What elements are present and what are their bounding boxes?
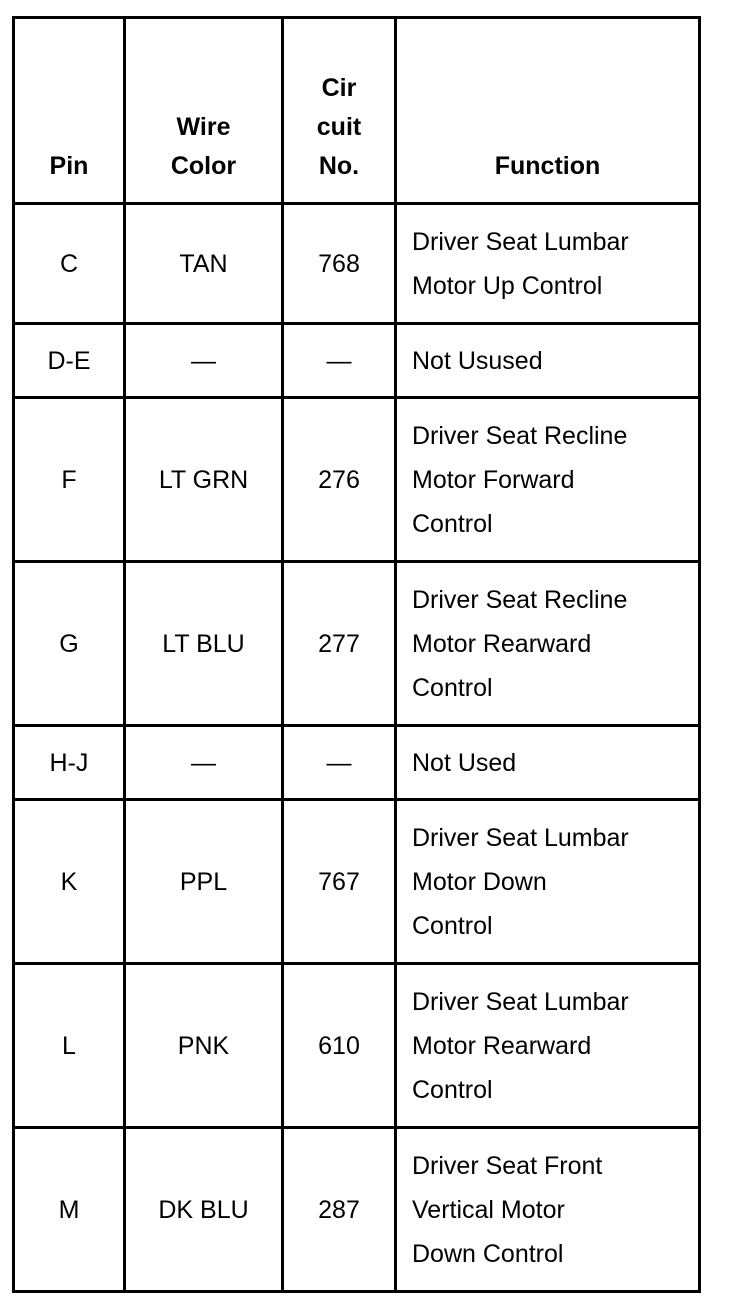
function-line: Control xyxy=(412,509,493,538)
connector-pinout-table xyxy=(12,16,701,1293)
wire-color-cell: DK BLU xyxy=(125,1128,283,1292)
table-row xyxy=(14,204,700,324)
function-cell xyxy=(396,398,700,562)
function-cell xyxy=(396,964,700,1128)
function-line: Driver Seat Recline xyxy=(412,585,628,614)
function-line: Driver Seat Lumbar xyxy=(412,823,629,852)
pin-cell: C xyxy=(14,204,125,324)
table-row xyxy=(14,398,700,562)
circuit-number-cell: — xyxy=(283,726,396,800)
pin-cell: H-J xyxy=(14,726,125,800)
circuit-number-cell: 277 xyxy=(283,562,396,726)
pin-cell: K xyxy=(14,800,125,964)
function-cell xyxy=(396,726,700,800)
function-line: Motor Up Control xyxy=(412,271,603,300)
header-circuit-no: Cir cuit No. xyxy=(283,18,396,204)
wire-color-cell: — xyxy=(125,726,283,800)
function-line: Control xyxy=(412,911,493,940)
table-row xyxy=(14,562,700,726)
function-cell xyxy=(396,204,700,324)
pin-cell: G xyxy=(14,562,125,726)
function-line: Vertical Motor xyxy=(412,1195,565,1224)
function-cell xyxy=(396,324,700,398)
circuit-number-cell: 767 xyxy=(283,800,396,964)
function-line: Driver Seat Lumbar xyxy=(412,987,629,1016)
table-row xyxy=(14,800,700,964)
function-cell xyxy=(396,800,700,964)
wire-color-cell: — xyxy=(125,324,283,398)
circuit-number-cell: — xyxy=(283,324,396,398)
wire-color-cell: TAN xyxy=(125,204,283,324)
wire-color-cell: LT GRN xyxy=(125,398,283,562)
function-line: Control xyxy=(412,673,493,702)
pin-cell: M xyxy=(14,1128,125,1292)
function-line: Control xyxy=(412,1075,493,1104)
function-line: Down Control xyxy=(412,1239,564,1268)
circuit-number-cell: 287 xyxy=(283,1128,396,1292)
circuit-number-cell: 276 xyxy=(283,398,396,562)
table-row xyxy=(14,1128,700,1292)
header-wire-color: Wire Color xyxy=(125,18,283,204)
function-line: Not Used xyxy=(412,748,517,777)
function-cell xyxy=(396,562,700,726)
function-line: Motor Rearward xyxy=(412,1031,592,1060)
header-pin: Pin xyxy=(14,18,125,204)
wire-color-cell: PNK xyxy=(125,964,283,1128)
header-function: Function xyxy=(396,18,700,204)
wire-color-cell: PPL xyxy=(125,800,283,964)
pin-cell: F xyxy=(14,398,125,562)
circuit-number-cell: 610 xyxy=(283,964,396,1128)
pin-cell: L xyxy=(14,964,125,1128)
function-line: Driver Seat Lumbar xyxy=(412,227,629,256)
function-cell xyxy=(396,1128,700,1292)
wire-color-cell: LT BLU xyxy=(125,562,283,726)
function-line: Motor Rearward xyxy=(412,629,592,658)
function-line: Motor Forward xyxy=(412,465,575,494)
function-line: Not Usused xyxy=(412,346,543,375)
header-row xyxy=(14,18,700,204)
table-row xyxy=(14,726,700,800)
function-line: Driver Seat Front xyxy=(412,1151,603,1180)
function-line: Motor Down xyxy=(412,867,547,896)
table-row xyxy=(14,964,700,1128)
function-line: Driver Seat Recline xyxy=(412,421,628,450)
table-row xyxy=(14,324,700,398)
circuit-number-cell: 768 xyxy=(283,204,396,324)
pin-cell: D-E xyxy=(14,324,125,398)
